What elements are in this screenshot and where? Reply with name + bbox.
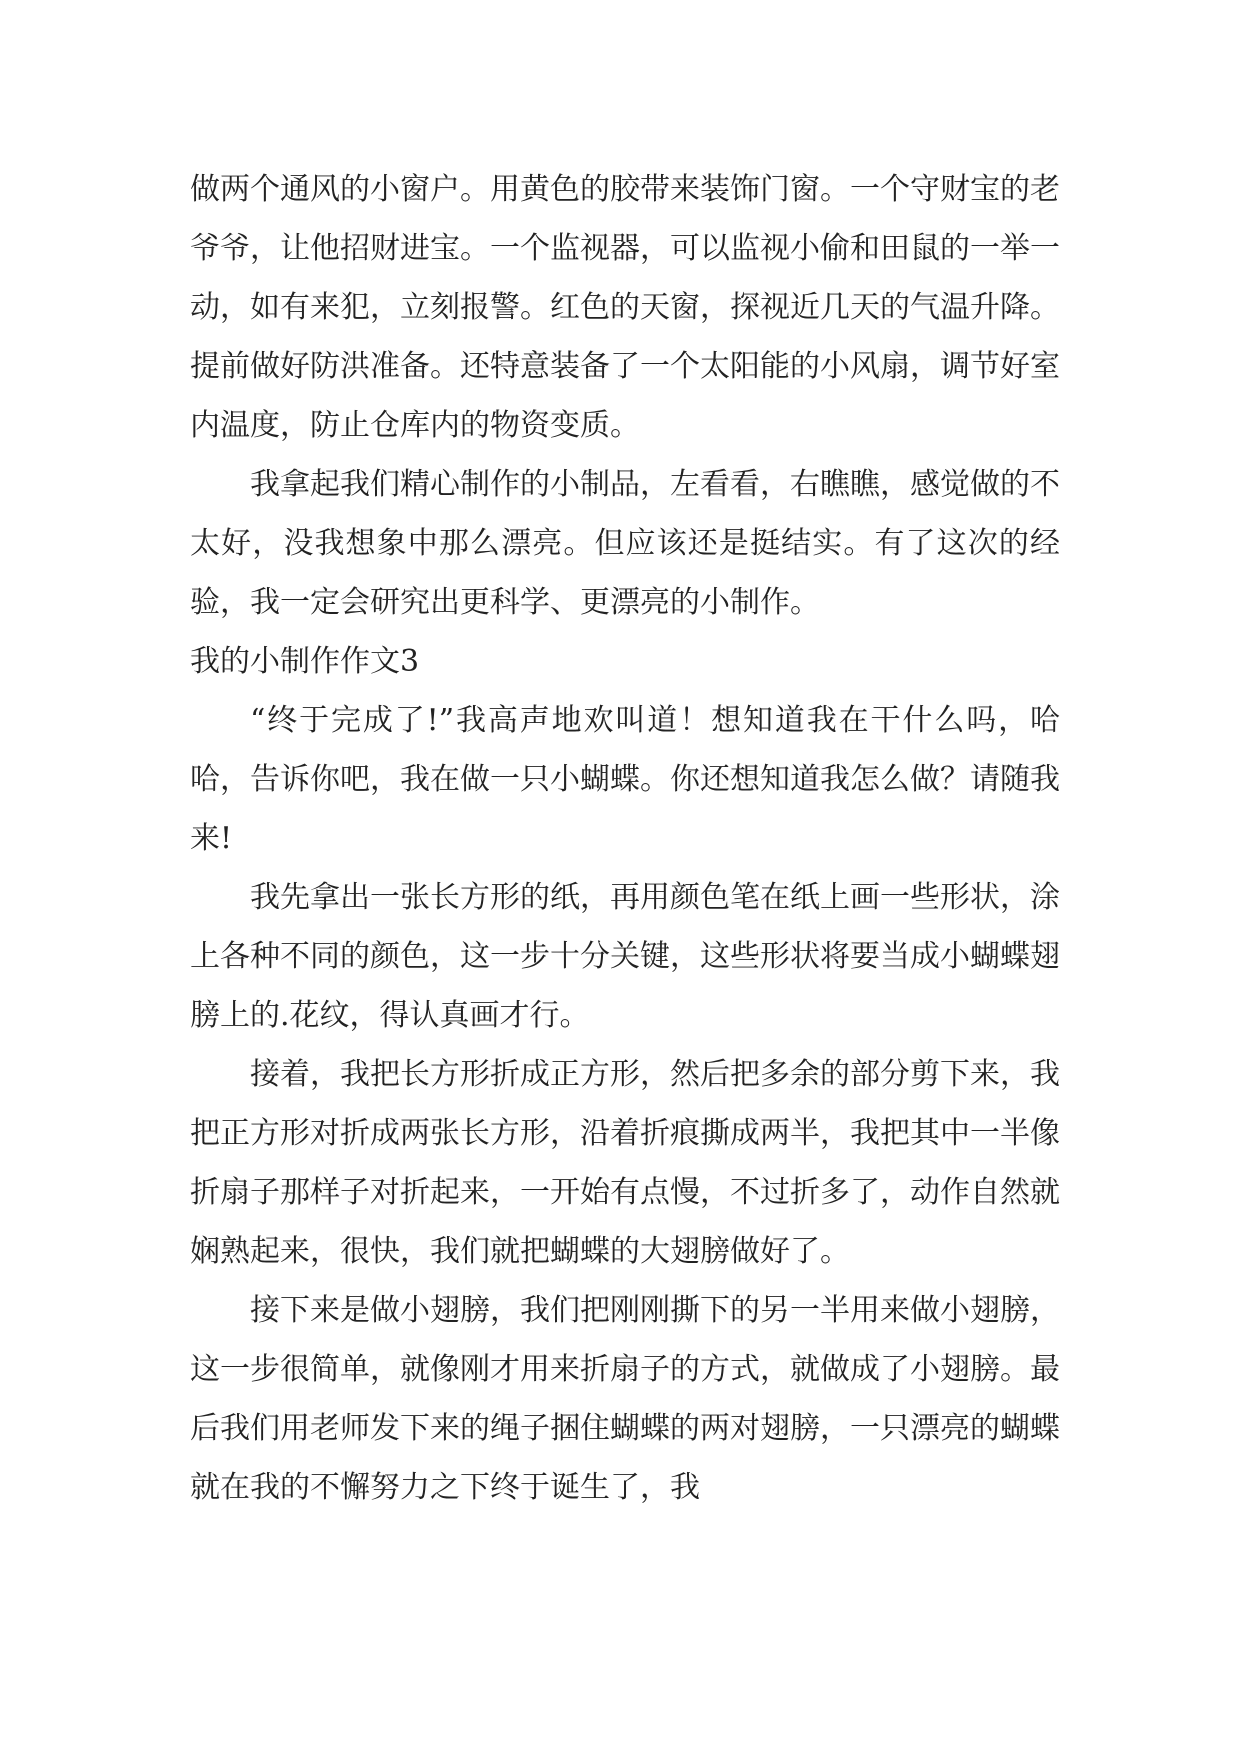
- paragraph-continuation: 做两个通风的小窗户。用黄色的胶带来装饰门窗。一个守财宝的老爷爷，让他招财进宝。一个监视器，可以监视小偷和田鼠的一举一动，如有来犯，立刻报警。红色的天窗，探视近几天的气温升降。提前做好防洪准备。还特意装备了一个太阳能的小风扇，调节好室内温度，防止仓库内的物资变质。: [190, 172, 1060, 443]
- paragraph: 我拿起我们精心制作的小制品，左看看，右瞧瞧，感觉做的不太好，没我想象中那么漂亮。但应该还是挺结实。有了这次的经验，我一定会研究出更科学、更漂亮的小制作。: [190, 467, 1060, 620]
- document-body: [190, 160, 1060, 1517]
- section-heading: 我的小制作作文3: [190, 644, 420, 679]
- paragraph: 接下来是做小翅膀，我们把刚刚撕下的另一半用来做小翅膀，这一步很简单，就像刚才用来折扇子的方式，就做成了小翅膀。最后我们用老师发下来的绳子捆住蝴蝶的两对翅膀，一只漂亮的蝴蝶就在我的不懈努力之下终于诞生了，我: [190, 1293, 1060, 1505]
- paragraph: “终于完成了!”我高声地欢叫道！想知道我在干什么吗，哈哈，告诉你吧，我在做一只小蝴蝶。你还想知道我怎么做？请随我来!: [190, 703, 1060, 856]
- paragraph: 我先拿出一张长方形的纸，再用颜色笔在纸上画一些形状，涂上各种不同的颜色，这一步十分关键，这些形状将要当成小蝴蝶翅膀上的.花纹，得认真画才行。: [190, 880, 1060, 1033]
- paragraph: 接着，我把长方形折成正方形，然后把多余的部分剪下来，我把正方形对折成两张长方形，沿着折痕撕成两半，我把其中一半像折扇子那样子对折起来，一开始有点慢，不过折多了，动作自然就娴熟起来，很快，我们就把蝴蝶的大翅膀做好了。: [190, 1057, 1060, 1269]
